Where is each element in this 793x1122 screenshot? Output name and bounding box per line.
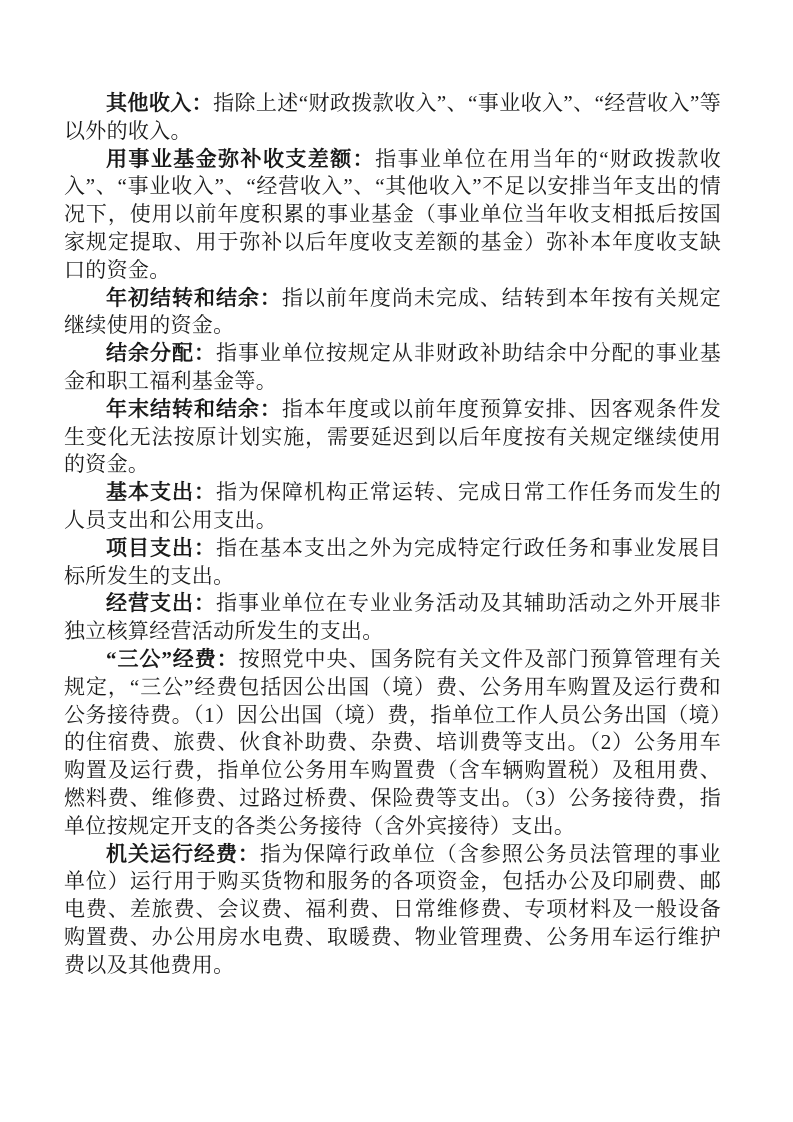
glossary-entry: [64, 396, 721, 479]
glossary-definition: 指在基本支出之外为完成特定行政任务和事业发展目标所发生的支出。: [64, 535, 722, 588]
glossary-entry: [64, 590, 721, 646]
glossary-entry: [64, 340, 721, 396]
glossary-term: 年初结转和结余：: [106, 285, 282, 310]
glossary-definition: 指以前年度尚未完成、结转到本年按有关规定继续使用的资金。: [64, 285, 722, 338]
glossary-definition: 指除上述“财政拨款收入”、“事业收入”、“经营收入”等以外的收入。: [64, 91, 721, 143]
glossary-entry: [64, 646, 721, 841]
glossary-term: 基本支出：: [106, 480, 216, 505]
glossary-term: 经营支出：: [106, 591, 216, 616]
glossary-term: “三公”经费：: [106, 646, 239, 671]
glossary-entry: [64, 841, 721, 980]
glossary-term: 年末结转和结余：: [106, 396, 282, 421]
glossary-definition: 指事业单位按规定从非财政补助结余中分配的事业基金和职工福利基金等。: [64, 341, 722, 393]
glossary-definition: 指为保障行政单位（含参照公务员法管理的事业单位）运行用于购买货物和服务的各项资金，包括办公及印刷费、邮电费、差旅费、会议费、福利费、日常维修费、专项材料及一般设备购置费、办公用房水电费、取暖费、物业管理费、公务用车运行维护费以及其他费用。: [64, 841, 721, 977]
glossary-term: 机关运行经费：: [106, 841, 260, 866]
glossary-definition: 指本年度或以前年度预算安排、因客观条件发生变化无法按原计划实施，需要延迟到以后年度按有关规定继续使用的资金。: [64, 396, 722, 477]
glossary-definition: 指为保障机构正常运转、完成日常工作任务而发生的人员支出和公用支出。: [64, 480, 722, 532]
glossary-term: 用事业基金弥补收支差额：: [106, 146, 376, 171]
glossary-entry: [64, 146, 721, 285]
glossary-term: 其他收入：: [106, 91, 214, 115]
glossary-entry: [64, 479, 721, 535]
glossary-term: 结余分配：: [106, 341, 216, 366]
glossary-entry: [64, 285, 721, 341]
glossary-entry: [64, 535, 721, 591]
glossary-definition: 指事业单位在专业业务活动及其辅助活动之外开展非独立核算经营活动所发生的支出。: [64, 591, 722, 644]
glossary-definition: 指事业单位在用当年的“财政拨款收入”、“事业收入”、“经营收入”、“其他收入”不足以安排当年支出的情况下，使用以前年度积累的事业基金（事业单位当年收支相抵后按国家规定提取、用于弥补以后年度收支差额的基金）弥补本年度收支缺口的资金。: [64, 146, 721, 282]
glossary-entry: [64, 90, 721, 146]
glossary-term: 项目支出：: [106, 535, 216, 560]
budget-terms-glossary: [64, 90, 721, 980]
glossary-definition: 按照党中央、国务院有关文件及部门预算管理有关规定，“三公”经费包括因公出国（境）费、公务用车购置及运行费和公务接待费。（1）因公出国（境）费，指单位工作人员公务出国（境）的住宿费、旅费、伙食补助费、杂费、培训费等支出。（2）公务用车购置及运行费，指单位公务用车购置费（含车辆购置税）及租用费、燃料费、维修费、过路过桥费、保险费等支出。（3）公务接待费，指单位按规定开支的各类公务接待（含外宾接待）支出。: [64, 646, 721, 838]
